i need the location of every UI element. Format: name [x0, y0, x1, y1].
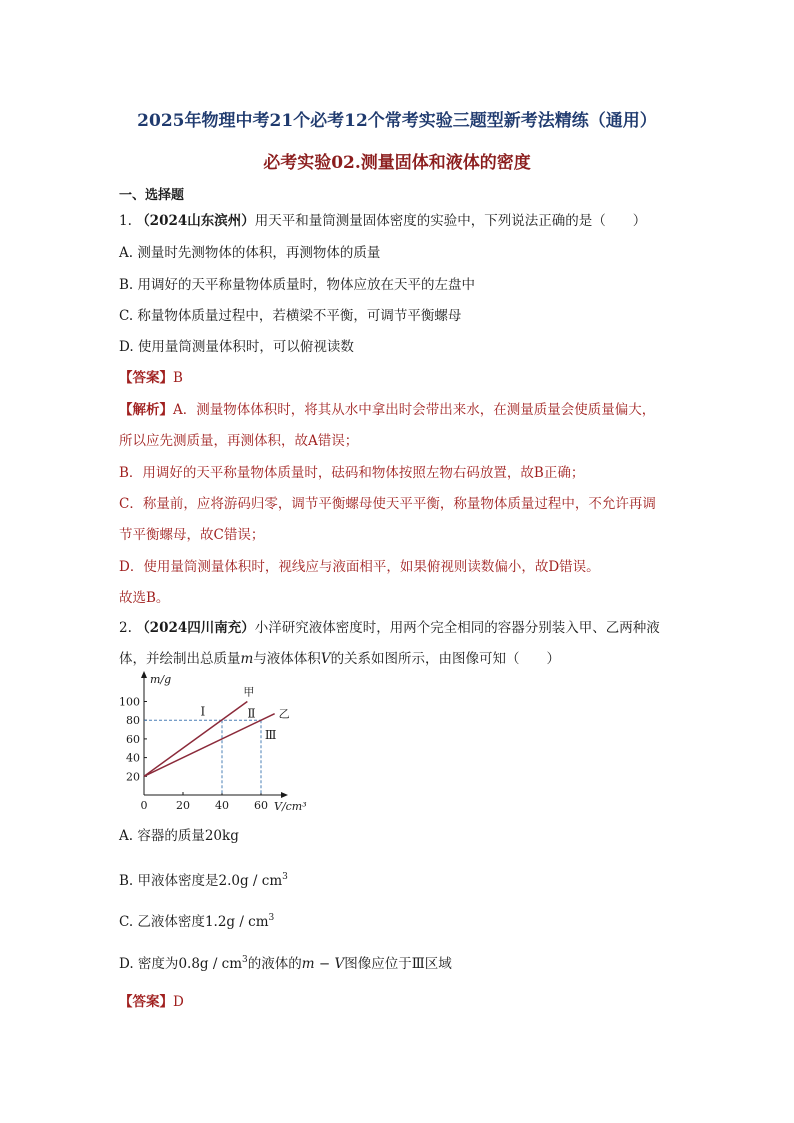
x-tick-label: 60 — [254, 799, 268, 812]
option-d: D. 使用量筒测量体积时，可以俯视读数 — [119, 339, 354, 355]
analysis-line: 【解析】A．测量物体体积时，将其从水中拿出时会带出来水，在测量质量会使质量偏大， — [119, 402, 656, 418]
region-label: Ⅰ — [200, 704, 206, 719]
document-title: 2025年物理中考21个必考12个常考实验三题型新考法精练（通用） — [137, 111, 657, 131]
analysis-line: 所以应先测质量，再测体积，故A错误； — [119, 433, 359, 449]
y-axis-label: m/g — [150, 673, 172, 686]
y-tick-label: 80 — [126, 714, 140, 728]
series-label-jia: 甲 — [243, 685, 255, 699]
analysis-label: 【解析】 — [119, 402, 173, 418]
answer-value: D — [173, 994, 184, 1010]
question-2-stem-cont: 体，并绘制出总质量m与液体体积V的关系如图所示，由图像可知（ ） — [119, 651, 561, 667]
y-tick-label: 60 — [126, 732, 140, 746]
x-axis-label: V/cm³ — [274, 800, 307, 813]
y-tick-label: 100 — [119, 695, 140, 709]
y-tick-label: 40 — [126, 751, 140, 765]
answer-label: 【答案】 — [119, 370, 173, 386]
section-heading: 一、选择题 — [119, 188, 185, 203]
answer-label: 【答案】 — [119, 994, 173, 1010]
question-1-stem — [119, 209, 646, 229]
y-axis-arrow — [141, 671, 147, 678]
x-axis-arrow — [281, 792, 288, 798]
question-number: 1. — [119, 213, 132, 229]
series-line-jia — [144, 702, 247, 777]
option-c: C. 乙液体密度$1.2g / cm^3$ — [119, 913, 275, 930]
answer-1 — [119, 366, 183, 386]
question-2-stem — [119, 616, 660, 636]
question-number: 2. — [119, 620, 132, 636]
analysis-line: 故选B。 — [119, 590, 170, 606]
region-label: Ⅲ — [264, 727, 277, 742]
analysis-line: D．使用量筒测量体积时，视线应与液面相平，如果俯视则读数偏小，故D错误。 — [119, 559, 600, 575]
y-tick-label: 20 — [126, 770, 140, 784]
question-source: （2024山东滨州） — [136, 213, 255, 229]
option-b: B. 用调好的天平称量物体质量时，物体应放在天平的左盘中 — [119, 277, 476, 293]
option-a: A. 容器的质量20kg — [119, 828, 239, 844]
question-source: （2024四川南充） — [136, 620, 255, 636]
analysis-line: B．用调好的天平称量物体质量时，砝码和物体按照左物右码放置，故B正确； — [119, 465, 585, 481]
question-text: 用天平和量筒测量固体密度的实验中，下列说法正确的是（ ） — [254, 213, 647, 229]
answer-value: B — [173, 370, 183, 386]
analysis-line: 节平衡螺母，故C错误； — [119, 527, 265, 543]
document-subtitle: 必考实验02.测量固体和液体的密度 — [263, 153, 531, 173]
x-tick-label: 0 — [140, 799, 148, 812]
mass-volume-chart — [118, 669, 318, 814]
question-text: 小洋研究液体密度时，用两个完全相同的容器分别装入甲、乙两种液 — [254, 620, 660, 636]
chart-svg — [118, 669, 318, 814]
series-line-yi — [144, 714, 275, 777]
x-tick-label: 20 — [176, 799, 190, 812]
option-b: B. 甲液体密度是$2.0g / cm^3$ — [119, 872, 288, 889]
region-label: Ⅱ — [247, 706, 256, 721]
option-d: D. 密度为$0.8g / cm^3$的液体的m − V图像应位于Ⅲ区域 — [119, 955, 452, 972]
x-tick-label: 40 — [215, 799, 229, 812]
option-a: A. 测量时先测物体的体积，再测物体的质量 — [119, 245, 381, 261]
option-c: C. 称量物体质量过程中，若横梁不平衡，可调节平衡螺母 — [119, 308, 462, 324]
analysis-line: C．称量前，应将游码归零，调节平衡螺母使天平平衡，称量物体质量过程中，不允许再调 — [119, 496, 656, 512]
answer-2 — [119, 990, 184, 1010]
series-label-yi: 乙 — [278, 707, 290, 721]
